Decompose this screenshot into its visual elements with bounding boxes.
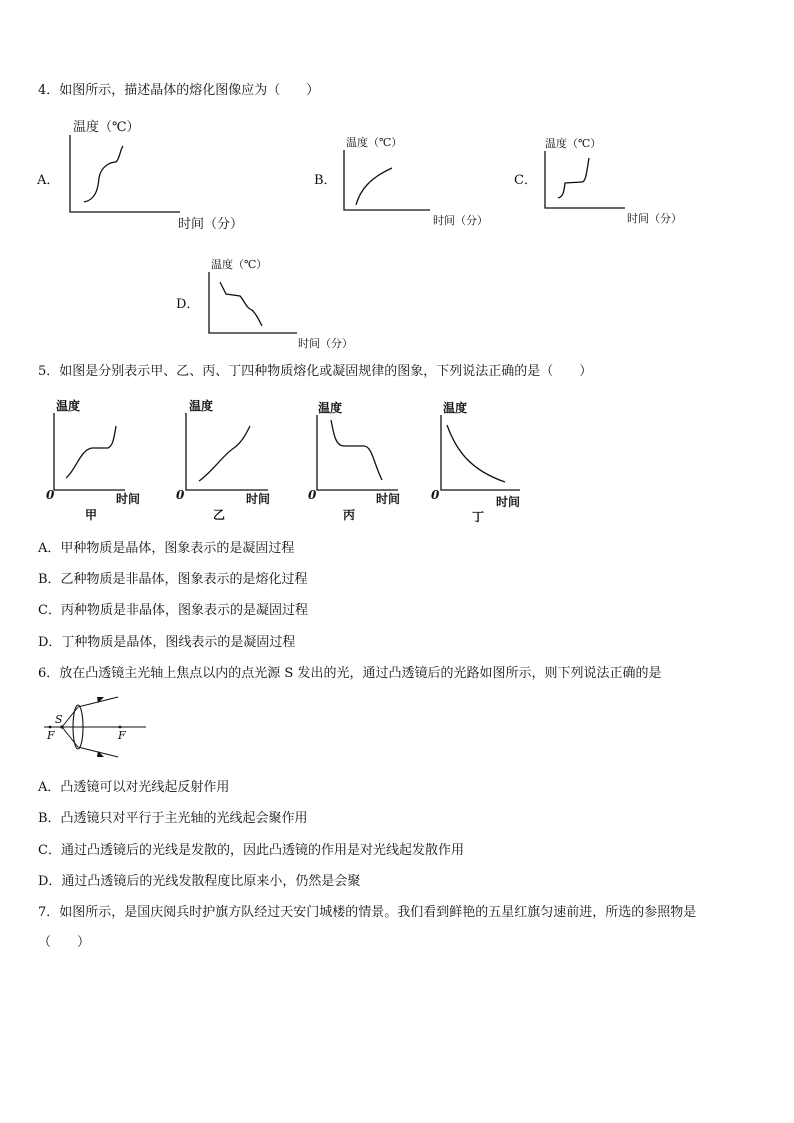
ray-in-bottom — [62, 727, 78, 747]
label-f-right: F — [118, 729, 126, 742]
q6-option-b: B．凸透镜只对平行于主光轴的光线起会聚作用 — [38, 811, 308, 826]
q6-option-d: D．通过凸透镜后的光线发散程度比原来小，仍然是会聚 — [38, 874, 361, 889]
question-4-stem: 4．如图所示，描述晶体的熔化图像应为（ ） — [38, 83, 320, 98]
option-d-label: D． — [176, 297, 200, 312]
q5-option-a: A．甲种物质是晶体，图象表示的是凝固过程 — [38, 541, 295, 556]
arrow-top — [97, 697, 104, 703]
q4-c-xlabel: 时间（分） — [627, 212, 682, 225]
q4-b-ylabel: 温度（℃） — [346, 136, 403, 149]
q4-a-xlabel: 时间（分） — [178, 217, 244, 232]
q5-jia-ylabel: 温度 — [56, 399, 81, 413]
ray-in-top — [62, 707, 78, 727]
question-7-stem: 7．如图所示，是国庆阅兵时护旗方队经过天安门城楼的情景。我们看到鲜艳的五星红旗匀速前进，所选的参照物是 — [38, 905, 697, 920]
q5-jia-name: 甲 — [85, 508, 98, 522]
q5-bing-ylabel: 温度 — [318, 401, 343, 415]
q5-option-c: C．丙种物质是非晶体，图象表示的是凝固过程 — [38, 603, 308, 618]
arrow-bottom — [97, 751, 104, 757]
q5-ding-ylabel: 温度 — [443, 401, 468, 415]
label-f-left: F — [47, 729, 55, 742]
q4-d-xlabel: 时间（分） — [298, 337, 353, 350]
question-5-stem: 5．如图是分别表示甲、乙、丙、丁四种物质熔化或凝固规律的图象，下列说法正确的是（ ） — [38, 364, 593, 379]
question-7-blank: （ ） — [38, 935, 91, 950]
q4-a-ylabel: 温度（℃） — [73, 120, 140, 135]
label-s: S — [55, 713, 63, 726]
q5-yi-origin: 0 — [176, 488, 185, 502]
q5-ding-name: 丁 — [472, 510, 485, 524]
q4-b-xlabel: 时间（分） — [433, 214, 488, 227]
option-b-label: B． — [314, 173, 337, 188]
q5-yi-xlabel: 时间 — [246, 492, 271, 506]
q5-ding-xlabel: 时间 — [496, 495, 521, 509]
q5-yi-name: 乙 — [213, 508, 226, 522]
q5-jia-origin: 0 — [46, 488, 55, 502]
q5-yi-ylabel: 温度 — [189, 399, 214, 413]
q5-jia-xlabel: 时间 — [116, 492, 141, 506]
q4-d-ylabel: 温度（℃） — [211, 258, 268, 271]
option-c-label: C． — [514, 173, 537, 188]
q5-ding-origin: 0 — [431, 488, 440, 502]
question-6-stem: 6．放在凸透镜主光轴上焦点以内的点光源 S 发出的光，通过凸透镜后的光路如图所示，则下列说法正确的是 — [38, 666, 662, 681]
focus-right-dot — [119, 726, 122, 729]
q6-option-c: C．通过凸透镜后的光线是发散的，因此凸透镜的作用是对光线起发散作用 — [38, 843, 464, 858]
q5-option-b: B．乙种物质是非晶体，图象表示的是熔化过程 — [38, 572, 308, 587]
q5-bing-origin: 0 — [308, 488, 317, 502]
q5-bing-xlabel: 时间 — [376, 492, 401, 506]
q6-option-a: A．凸透镜可以对光线起反射作用 — [38, 780, 230, 795]
q4-c-ylabel: 温度（℃） — [545, 137, 602, 150]
q5-option-d: D．丁种物质是晶体，图线表示的是凝固过程 — [38, 635, 296, 650]
option-a-label: A． — [37, 173, 60, 188]
q5-bing-name: 丙 — [343, 508, 356, 522]
focus-left-dot — [49, 726, 52, 729]
